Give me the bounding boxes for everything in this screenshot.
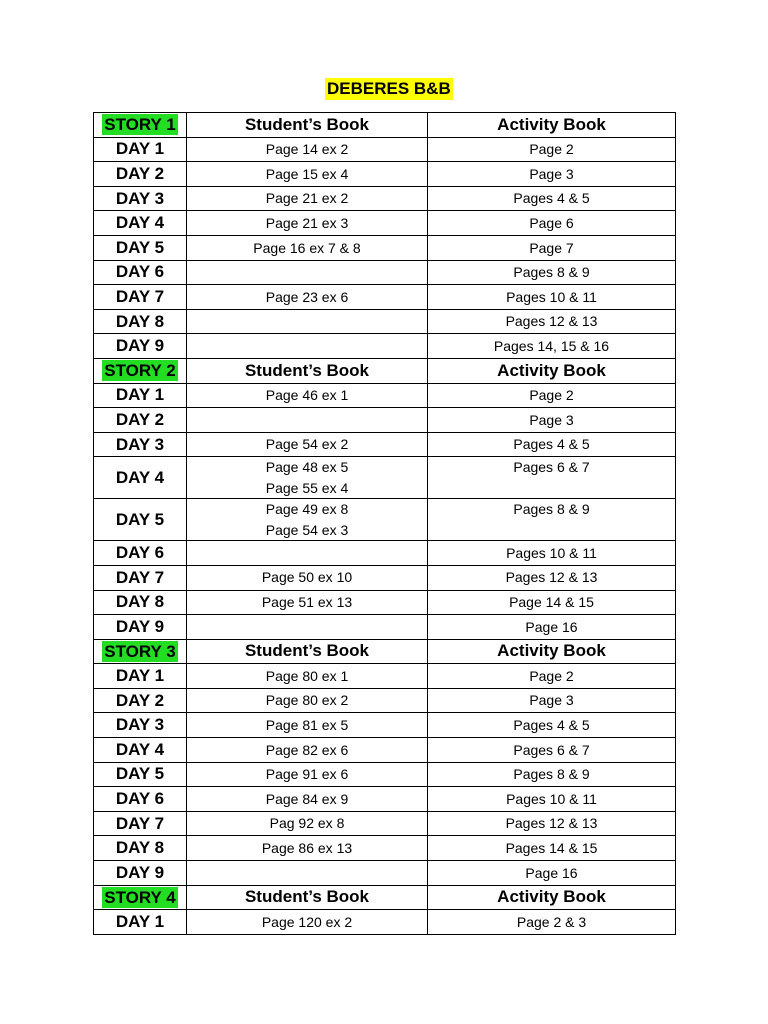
- assignment-text: Page 46 ex 1: [265, 387, 349, 404]
- assignment-text: Page 120 ex 2: [261, 913, 353, 930]
- day-row: [94, 713, 676, 738]
- activity-book-cell: [428, 309, 676, 334]
- activity-book-cell: [428, 457, 676, 499]
- homework-table: [93, 112, 676, 935]
- story-label-cell: [94, 885, 187, 910]
- students-book-cell: [187, 235, 428, 260]
- activity-book-cell: [428, 432, 676, 457]
- assignment-text: Pages 14, 15 & 16: [493, 337, 610, 354]
- students-book-cell: [187, 432, 428, 457]
- story-header-row: [94, 885, 676, 910]
- homework-table-body: [94, 113, 676, 935]
- day-label: DAY 8: [94, 309, 187, 334]
- assignment-text: Page 91 ex 6: [265, 766, 349, 783]
- story-label-cell: [94, 639, 187, 664]
- students-book-cell: [187, 408, 428, 433]
- assignment-text: Page 16: [525, 864, 578, 881]
- story-label: STORY 3: [104, 641, 176, 661]
- page-title: DEBERES B&B: [327, 79, 451, 98]
- day-label: DAY 3: [94, 186, 187, 211]
- activity-book-cell: [428, 499, 676, 541]
- assignment-text: Page 16: [525, 618, 578, 635]
- activity-book-cell: [428, 787, 676, 812]
- story-label-cell: [94, 358, 187, 383]
- assignment-text: Pages 10 & 11: [506, 790, 597, 807]
- day-row: [94, 408, 676, 433]
- day-label: DAY 1: [94, 664, 187, 689]
- assignment-text: Page 81 ex 5: [265, 717, 349, 734]
- activity-book-cell: [428, 162, 676, 187]
- day-row: [94, 260, 676, 285]
- day-row: [94, 457, 676, 499]
- activity-book-header: Activity Book: [428, 885, 676, 910]
- day-row: [94, 590, 676, 615]
- assignment-text: Pages 4 & 5: [513, 190, 590, 207]
- assignment-text: Page 86 ex 13: [261, 839, 353, 856]
- assignment-text: Pages 4 & 5: [513, 717, 590, 734]
- assignment-text: Page 55 ex 4: [265, 479, 349, 496]
- story-header-row: [94, 113, 676, 138]
- activity-book-cell: [428, 836, 676, 861]
- assignment-text: Page 2: [529, 387, 574, 404]
- story-label: STORY 1: [104, 115, 176, 135]
- assignment-text: Pages 8 & 9: [513, 264, 590, 281]
- day-row: [94, 861, 676, 886]
- students-book-cell: [187, 565, 428, 590]
- students-book-header: Student’s Book: [187, 885, 428, 910]
- activity-book-cell: [428, 861, 676, 886]
- day-row: [94, 499, 676, 541]
- activity-book-cell: [428, 137, 676, 162]
- assignment-text: Page 3: [529, 411, 574, 428]
- day-row: [94, 432, 676, 457]
- day-label: DAY 6: [94, 787, 187, 812]
- assignment-text: Page 14 ex 2: [265, 141, 349, 158]
- assignment-text: Page 49 ex 8: [265, 501, 349, 518]
- day-label: DAY 9: [94, 861, 187, 886]
- students-book-cell: [187, 590, 428, 615]
- day-row: [94, 688, 676, 713]
- assignment-text: Pages 6 & 7: [513, 459, 590, 476]
- assignment-text: Pages 10 & 11: [506, 288, 597, 305]
- day-label: DAY 4: [94, 738, 187, 763]
- day-label: DAY 9: [94, 615, 187, 640]
- day-label: DAY 1: [94, 383, 187, 408]
- assignment-text: Pages 6 & 7: [513, 741, 590, 758]
- assignment-text: Pages 8 & 9: [513, 766, 590, 783]
- day-label: DAY 1: [94, 910, 187, 935]
- activity-book-cell: [428, 664, 676, 689]
- assignment-text: Page 2: [529, 141, 574, 158]
- day-label: DAY 7: [94, 565, 187, 590]
- students-book-cell: [187, 285, 428, 310]
- assignment-text: Pages 12 & 13: [505, 815, 598, 832]
- day-label: DAY 8: [94, 590, 187, 615]
- assignment-text: Page 14 & 15: [509, 594, 594, 611]
- activity-book-cell: [428, 910, 676, 935]
- activity-book-cell: [428, 811, 676, 836]
- students-book-cell: [187, 910, 428, 935]
- students-book-cell: [187, 738, 428, 763]
- activity-book-cell: [428, 541, 676, 566]
- assignment-text: Page 80 ex 1: [265, 667, 349, 684]
- students-book-cell: [187, 137, 428, 162]
- assignment-text: Pages 12 & 13: [505, 569, 598, 586]
- assignment-text: Page 3: [529, 692, 574, 709]
- activity-book-cell: [428, 334, 676, 359]
- students-book-cell: [187, 811, 428, 836]
- assignment-text: Page 48 ex 5: [265, 459, 349, 476]
- activity-book-cell: [428, 235, 676, 260]
- activity-book-cell: [428, 186, 676, 211]
- assignment-text: Page 23 ex 6: [265, 288, 349, 305]
- day-row: [94, 762, 676, 787]
- day-label: DAY 7: [94, 285, 187, 310]
- story-header-row: [94, 639, 676, 664]
- assignment-text: Page 7: [529, 239, 574, 256]
- activity-book-cell: [428, 615, 676, 640]
- day-row: [94, 235, 676, 260]
- students-book-cell: [187, 309, 428, 334]
- students-book-cell: [187, 211, 428, 236]
- assignment-text: Pag 92 ex 8: [269, 815, 345, 832]
- day-row: [94, 787, 676, 812]
- day-label: DAY 4: [94, 457, 187, 499]
- day-label: DAY 6: [94, 260, 187, 285]
- students-book-cell: [187, 762, 428, 787]
- day-label: DAY 1: [94, 137, 187, 162]
- students-book-cell: [187, 457, 428, 499]
- students-book-cell: [187, 186, 428, 211]
- students-book-header: Student’s Book: [187, 358, 428, 383]
- activity-book-cell: [428, 383, 676, 408]
- day-row: [94, 910, 676, 935]
- assignment-text: Page 21 ex 3: [265, 214, 349, 231]
- assignment-text: Page 50 ex 10: [261, 569, 353, 586]
- students-book-cell: [187, 334, 428, 359]
- day-label: DAY 5: [94, 235, 187, 260]
- day-row: [94, 309, 676, 334]
- assignment-text: Page 54 ex 2: [265, 436, 349, 453]
- activity-book-cell: [428, 590, 676, 615]
- day-row: [94, 811, 676, 836]
- students-book-cell: [187, 713, 428, 738]
- day-label: DAY 5: [94, 762, 187, 787]
- assignment-text: Page 3: [529, 165, 574, 182]
- story-header-row: [94, 358, 676, 383]
- activity-book-cell: [428, 565, 676, 590]
- students-book-header: Student’s Book: [187, 113, 428, 138]
- students-book-cell: [187, 861, 428, 886]
- activity-book-cell: [428, 762, 676, 787]
- activity-book-cell: [428, 285, 676, 310]
- day-label: DAY 2: [94, 408, 187, 433]
- students-book-cell: [187, 260, 428, 285]
- day-label: DAY 2: [94, 688, 187, 713]
- students-book-cell: [187, 499, 428, 541]
- assignment-text: Page 80 ex 2: [265, 692, 349, 709]
- day-row: [94, 137, 676, 162]
- story-label: STORY 4: [104, 887, 176, 907]
- day-label: DAY 9: [94, 334, 187, 359]
- day-row: [94, 836, 676, 861]
- day-row: [94, 211, 676, 236]
- assignment-text: Page 54 ex 3: [265, 521, 349, 538]
- day-row: [94, 541, 676, 566]
- assignment-text: Page 15 ex 4: [265, 165, 349, 182]
- students-book-cell: [187, 615, 428, 640]
- activity-book-cell: [428, 408, 676, 433]
- day-row: [94, 162, 676, 187]
- activity-book-cell: [428, 260, 676, 285]
- assignment-text: Page 84 ex 9: [265, 790, 349, 807]
- day-row: [94, 383, 676, 408]
- activity-book-cell: [428, 688, 676, 713]
- students-book-cell: [187, 787, 428, 812]
- assignment-text: Page 2: [529, 667, 574, 684]
- assignment-text: Page 82 ex 6: [265, 741, 349, 758]
- students-book-cell: [187, 836, 428, 861]
- assignment-text: Page 21 ex 2: [265, 190, 349, 207]
- assignment-text: Pages 14 & 15: [505, 839, 598, 856]
- day-row: [94, 565, 676, 590]
- day-label: DAY 5: [94, 499, 187, 541]
- activity-book-cell: [428, 738, 676, 763]
- activity-book-header: Activity Book: [428, 113, 676, 138]
- activity-book-cell: [428, 713, 676, 738]
- story-label: STORY 2: [104, 361, 176, 381]
- day-label: DAY 6: [94, 541, 187, 566]
- students-book-header: Student’s Book: [187, 639, 428, 664]
- day-label: DAY 7: [94, 811, 187, 836]
- students-book-cell: [187, 383, 428, 408]
- story-label-cell: [94, 113, 187, 138]
- activity-book-cell: [428, 211, 676, 236]
- day-label: DAY 3: [94, 432, 187, 457]
- day-label: DAY 2: [94, 162, 187, 187]
- day-row: [94, 738, 676, 763]
- assignment-text: Page 6: [529, 214, 574, 231]
- day-label: DAY 3: [94, 713, 187, 738]
- day-row: [94, 285, 676, 310]
- day-row: [94, 664, 676, 689]
- students-book-cell: [187, 688, 428, 713]
- activity-book-header: Activity Book: [428, 358, 676, 383]
- assignment-text: Pages 4 & 5: [513, 436, 590, 453]
- students-book-cell: [187, 162, 428, 187]
- day-row: [94, 186, 676, 211]
- students-book-cell: [187, 541, 428, 566]
- assignment-text: Page 51 ex 13: [261, 594, 353, 611]
- assignment-text: Pages 10 & 11: [506, 544, 597, 561]
- day-row: [94, 334, 676, 359]
- day-label: DAY 4: [94, 211, 187, 236]
- activity-book-header: Activity Book: [428, 639, 676, 664]
- day-label: DAY 8: [94, 836, 187, 861]
- assignment-text: Page 2 & 3: [516, 913, 587, 930]
- assignment-text: Pages 12 & 13: [505, 313, 598, 330]
- assignment-text: Page 16 ex 7 & 8: [253, 239, 361, 256]
- day-row: [94, 615, 676, 640]
- students-book-cell: [187, 664, 428, 689]
- assignment-text: Pages 8 & 9: [513, 501, 590, 518]
